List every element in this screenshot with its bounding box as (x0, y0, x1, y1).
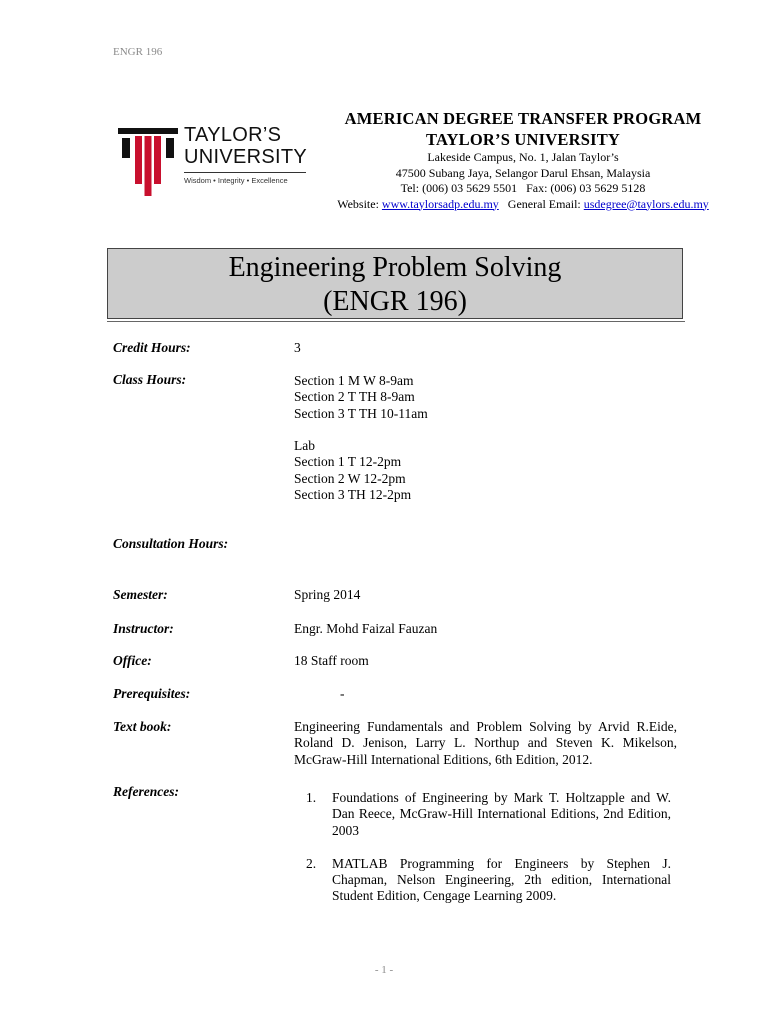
lab-section-1: Section 1 T 12-2pm (294, 454, 402, 470)
logo-divider (184, 172, 306, 173)
phone-fax: Tel: (006) 03 5629 5501 Fax: (006) 03 5629 5128 (400, 181, 646, 195)
lab-section-3: Section 3 TH 12-2pm (294, 487, 412, 503)
class-section-1: Section 1 M W 8-9am (294, 373, 414, 388)
class-hours-label: Class Hours: (113, 372, 187, 387)
class-hours-value (294, 373, 428, 503)
title-divider (107, 321, 685, 322)
reference-item (306, 790, 671, 839)
reference-number: 1. (306, 790, 317, 805)
address-line1: Lakeside Campus, No. 1, Jalan Taylor’s (427, 150, 619, 164)
credit-hours-label: Credit Hours: (113, 340, 191, 355)
semester-label: Semester: (113, 587, 168, 602)
textbook-label: Text book: (113, 719, 172, 734)
instructor-label: Instructor: (113, 621, 174, 636)
page-number: - 1 - (374, 964, 394, 976)
logo-wordmark-line2: UNIVERSITY (184, 146, 308, 168)
credit-hours-value: 3 (294, 340, 301, 355)
references-label: References: (113, 784, 179, 799)
contact-line (318, 197, 728, 213)
semester-value: Spring 2014 (294, 587, 361, 602)
class-section-2: Section 2 T TH 8-9am (294, 389, 415, 405)
email-label: General Email: (507, 196, 584, 211)
course-code: (ENGR 196) (323, 286, 467, 317)
institution-header (318, 108, 728, 212)
prerequisites-label: Prerequisites: (113, 686, 191, 701)
textbook-value: Engineering Fundamentals and Problem Solving by Arvid R.Eide, Roland D. Jenison, Larry L. Northup and Steven K. Mikelson, McGraw-Hill International Editions, 6th Edition, 2012. (294, 719, 677, 767)
instructor-value: Engr. Mohd Faizal Fauzan (294, 621, 438, 636)
class-section-3: Section 3 T TH 10-11am (294, 405, 428, 421)
website-label: Website: (337, 196, 382, 211)
running-header: ENGR 196 (113, 46, 163, 58)
program-name: AMERICAN DEGREE TRANSFER PROGRAM (344, 109, 702, 128)
lab-section-2: Section 2 W 12-2pm (294, 470, 406, 486)
lab-label: Lab (294, 438, 315, 454)
email-link[interactable]: usdegree@taylors.edu.my (583, 196, 709, 211)
university-name: TAYLOR’S UNIVERSITY (425, 130, 621, 149)
reference-text: MATLAB Programming for Engineers by Stephen J. Chapman, Nelson Engineering, 2th edition, International Student Edition, Cengage Learning 2009. (332, 855, 671, 904)
office-value: 18 Staff room (294, 653, 369, 668)
reference-text: Foundations of Engineering by Mark T. Holtzapple and W. Dan Reece, McGraw-Hill International Editions, 2nd Edition, 2003 (332, 790, 671, 838)
logo-tagline: Wisdom • Integrity • Excellence (184, 176, 288, 185)
reference-item (306, 856, 671, 905)
taylors-crest-icon (118, 124, 178, 196)
reference-number: 2. (306, 855, 317, 871)
references-list (306, 790, 671, 922)
university-logo (118, 124, 314, 198)
website-link[interactable]: www.taylorsadp.edu.my (381, 196, 499, 211)
course-title: Engineering Problem Solving (228, 252, 562, 283)
address-line2: 47500 Subang Jaya, Selangor Darul Ehsan, Malaysia (395, 165, 651, 180)
office-label: Office: (113, 653, 152, 668)
course-title-box (107, 248, 683, 319)
consultation-hours-label: Consultation Hours: (113, 536, 229, 551)
logo-wordmark-line1: TAYLOR’S (184, 124, 282, 146)
prerequisites-value: - (340, 686, 345, 701)
